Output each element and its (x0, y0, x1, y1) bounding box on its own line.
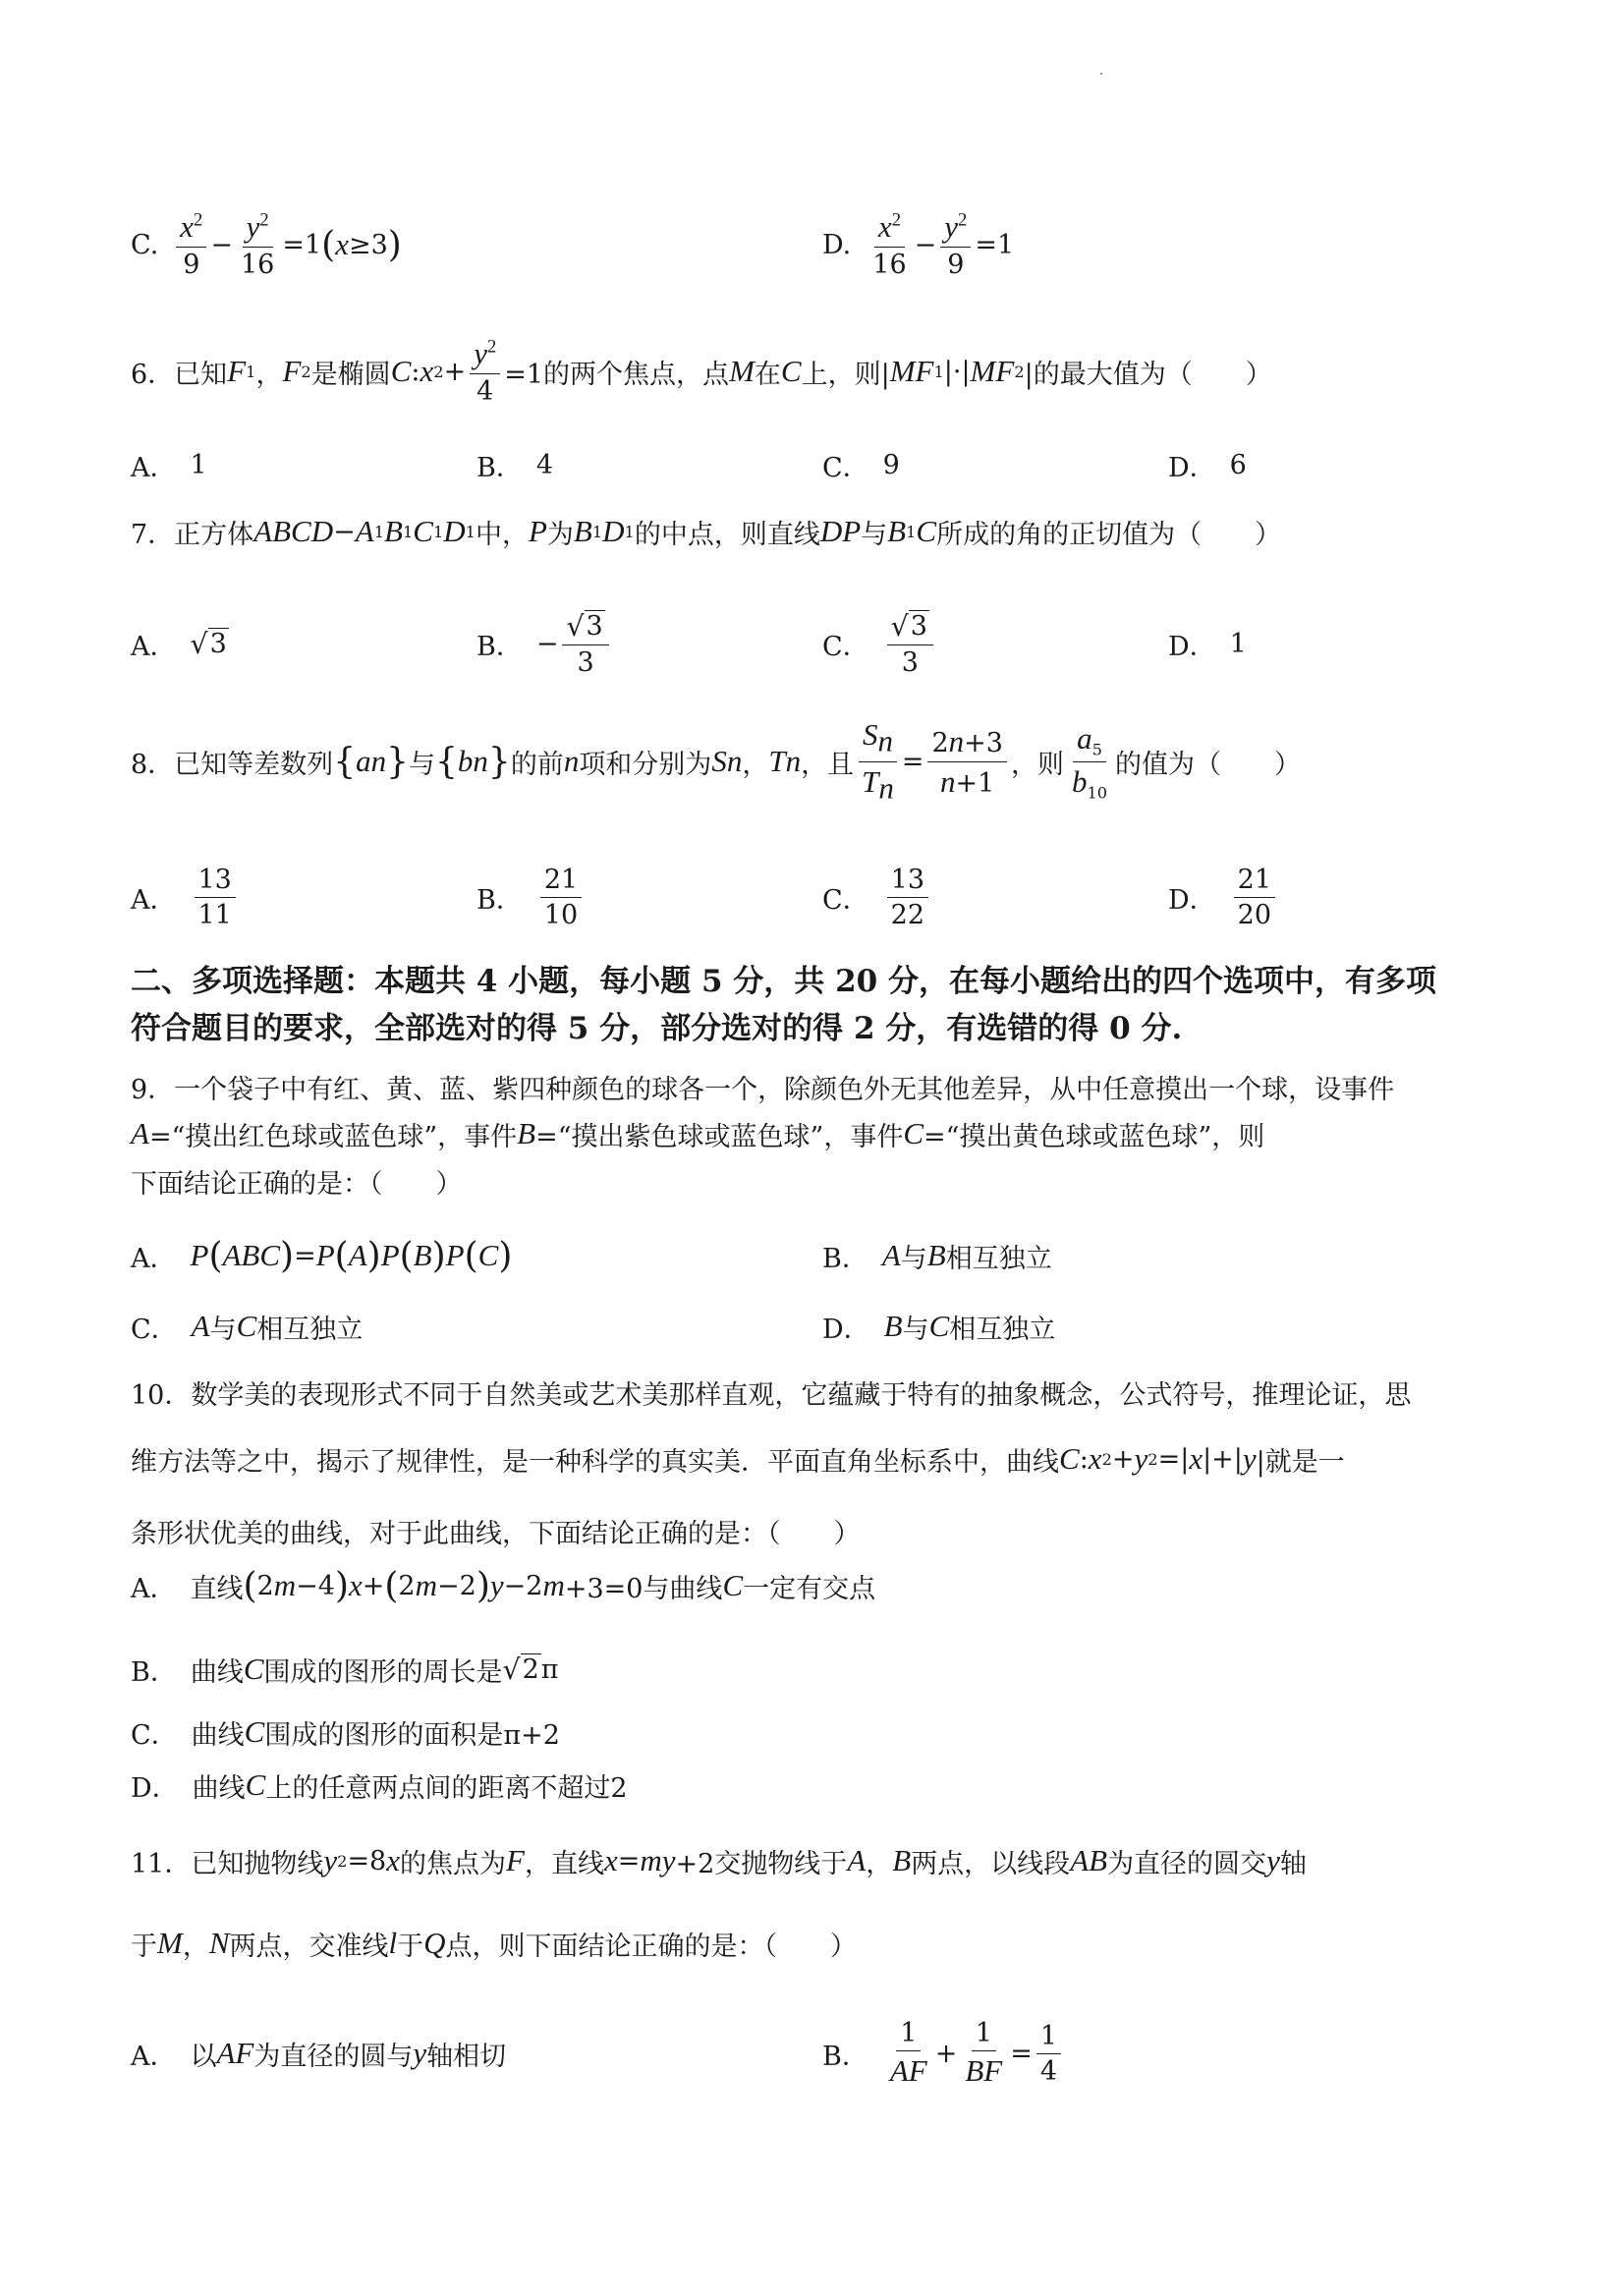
question-10-option-d: D． 曲线 C 上的任意两点间的距离不超过2 (131, 1767, 628, 1804)
option-b: B． $\frac{21}{10}$ (476, 853, 586, 941)
question-11-line-2: 于 M ， N 两点，交准线 l 于 Q 点，则下面结论正确的是：（ ） (131, 1926, 858, 1962)
question-11-options (131, 2006, 1505, 2100)
question-11-line-1: 11．已知抛物线 y 2 =8 x 的焦点为 F ，直线 x = my +2交抛物线于 A ， B 两点，以线段 AB 为直径的圆交 y 轴 (131, 1843, 1307, 1879)
option-b: B． − √ 3 3 (476, 599, 613, 688)
question-6-options (131, 435, 1505, 494)
option-d: D． B 与 C 相互独立 (822, 1309, 1056, 1345)
option-label: B． (476, 884, 523, 916)
question-9-options-row-1 (131, 1226, 1505, 1285)
option-c (822, 435, 900, 494)
option-label: B． (476, 631, 523, 662)
question-10-line-2: 维方法等之中，揭示了规律性，是一种科学的真实美．平面直角坐标系中，曲线 C : x 2 + y 2 =| x |+| y |就是一 (131, 1441, 1345, 1478)
option-value: 1 (1229, 628, 1247, 659)
section-heading-line-1: 二、多项选择题：本题共 4 小题，每小题 5 分，共 20 分，在每小题给出的四个选项中，有多项 (131, 964, 1437, 999)
option-label: A． (131, 452, 177, 483)
option-c: C． √ 3 3 (822, 599, 937, 688)
option-d (1168, 435, 1247, 494)
question-10-option-b: B． 曲线 C 围成的图形的周长是 √ 2 π (131, 1652, 559, 1688)
option-a: A． $\frac{13}{11}$ (131, 853, 240, 941)
option-label: A． (131, 1573, 177, 1604)
section-heading (131, 958, 1505, 1052)
question-9 (131, 1063, 1505, 1204)
option-label: D． (131, 1772, 179, 1804)
question-10 (131, 1358, 1505, 1570)
question-10-option-a: A． 直线 ( 2 m −4 ) x + ( 2 m −2 ) y −2 m +3=0与曲线 C 一定有交点 (131, 1565, 876, 1606)
option-label: B． (476, 452, 523, 483)
prev-question-options (131, 205, 1505, 284)
option-label: B． (822, 1243, 868, 1274)
option-label: C． (131, 1314, 178, 1345)
option-label: C． (822, 631, 869, 662)
section-heading-line-2: 符合题目的要求，全部选对的得 5 分，部分选对的得 2 分，有选错的得 0 分. (131, 1011, 1183, 1047)
option-label: B． (822, 2041, 868, 2072)
option-label: D． (822, 1314, 870, 1345)
option-label: D. (822, 229, 852, 260)
question-9-options-row-2 (131, 1299, 1505, 1354)
question-9-line-3: 下面结论正确的是：（ ） (131, 1168, 463, 1200)
option-c-prev: C. $\frac{x^2}{9}$ − $\frac{y^2}{16}$ =1 ( x ≥3 ) (131, 209, 402, 280)
option-label: A． (131, 631, 177, 662)
option-label: D． (1168, 452, 1216, 483)
option-d-prev: D. $\frac{x^2}{16}$ − $\frac{y^2}{9}$ =1 (822, 209, 1015, 280)
option-label: C． (822, 884, 869, 916)
option-a: A． √ 3 (131, 599, 229, 688)
option-label: D． (1168, 884, 1216, 916)
question-7: 7．正方体 ABCD − A 1 B 1 C 1 D 1 中， P 为 B 1 D 1 的中点，则直线 DP 与 B 1 C 所成的角的正切值为（ ） (131, 514, 1282, 550)
option-b (476, 435, 553, 494)
option-b: B． $\frac{1}{AF}$ + $\frac{1}{BF}$ = $\frac{1}{4}$ (822, 2006, 1065, 2100)
question-8-options (131, 853, 1505, 941)
option-value: 9 (882, 449, 900, 480)
option-label: C. (131, 229, 159, 260)
question-10-option-c: C． 曲线 C 围成的图形的面积是π+2 (131, 1714, 560, 1751)
option-value: 6 (1229, 449, 1247, 480)
option-c: C． A 与 C 相互独立 (131, 1309, 364, 1345)
question-6: 6．已知 F 1 ， F 2 是椭圆 C : x 2 + $\frac{y^2}{4}$ =1的两个焦点，点 M 在 C 上，则| MF 1 |·| MF 2 |的最大值为（ ） (131, 336, 1272, 407)
option-label: A． (131, 884, 177, 916)
option-c: C． $\frac{13}{22}$ (822, 853, 932, 941)
question-9-line-2: A =“摸出红色球或蓝色球”，事件 B =“摸出紫色球或蓝色球”，事件 C =“摸出黄色球或蓝色球”，则 (131, 1116, 1265, 1152)
option-a: A． P ( ABC ) = P ( A ) P ( B ) P ( C ) (131, 1235, 513, 1276)
option-a: A． 以 AF 为直径的圆与 y 轴相切 (131, 2036, 507, 2072)
option-label: D． (1168, 631, 1216, 662)
option-label: C． (131, 1719, 178, 1751)
option-a (131, 435, 207, 494)
option-value: 1 (190, 449, 207, 480)
option-b: B． A 与 B 相互独立 (822, 1238, 1052, 1274)
option-d (1168, 599, 1247, 688)
option-label: B． (131, 1656, 177, 1688)
question-7-options (131, 599, 1505, 688)
option-label: C． (822, 452, 869, 483)
option-label: A． (131, 2041, 177, 2072)
question-10-line-3: 条形状优美的曲线，对于此曲线，下面结论正确的是：（ ） (131, 1518, 861, 1549)
option-d: D． $\frac{21}{20}$ (1168, 853, 1279, 941)
question-9-line-1: 9．一个袋子中有红、黄、蓝、紫四种颜色的球各一个，除颜色外无其他差异，从中任意摸出一个球，设事件 (131, 1074, 1395, 1105)
scan-speck (1100, 73, 1102, 75)
question-10-line-1: 10．数学美的表现形式不同于自然美或艺术美那样直观，它蕴藏于特有的抽象概念，公式符号，推理论证，思 (131, 1379, 1412, 1411)
question-8: 8．已知等差数列 { a n } 与 { b n } 的前 n 项和分别为 S n ， T n ，且 $\frac{S_n}{T_n}$ = $\frac{2n+3}{n+1}$ ，则 $\frac{a_5}{b_{10}}$ 的值为（ ） (131, 717, 1302, 805)
option-label: A． (131, 1243, 177, 1274)
option-value: 4 (535, 449, 554, 480)
